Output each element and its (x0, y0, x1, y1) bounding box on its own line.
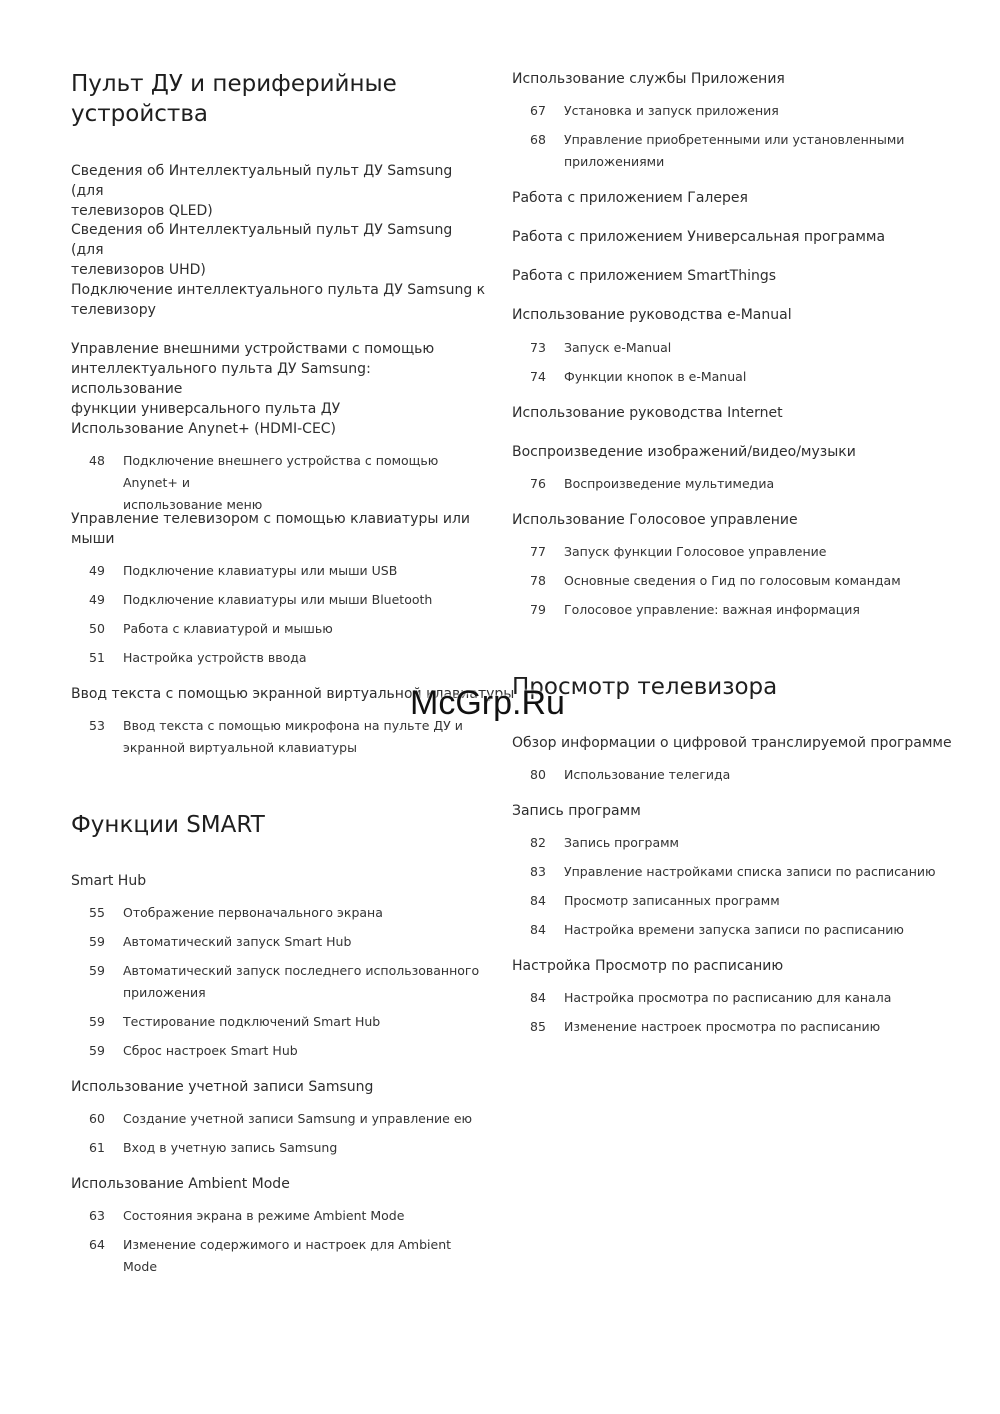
page-number: 84 (530, 893, 546, 908)
toc-entry-line: Сведения об Интеллектуальный пульт ДУ Samsung (для (71, 222, 453, 258)
page-number: 74 (530, 369, 546, 384)
toc-subentry-text: Изменение содержимого и настроек для Ambient Mode (123, 1237, 452, 1274)
toc-subentry-text: Настройка устройств ввода (123, 650, 307, 665)
toc-entry-universal-guide[interactable]: Работа с приложением Универсальная программа (512, 229, 886, 245)
toc-subentry-text: Управление настройками списка записи по расписанию (564, 864, 936, 879)
toc-entry-ambient-mode[interactable]: Использование Ambient Mode (71, 1176, 290, 1192)
page-number: 84 (530, 922, 546, 937)
toc-subentry[interactable] (71, 618, 486, 640)
toc-entry-samsung-remote-uhd[interactable] (71, 220, 486, 280)
toc-subentry-text: Тестирование подключений Smart Hub (123, 1014, 381, 1029)
toc-subentry[interactable] (512, 541, 952, 563)
toc-subentry-text: Настройка времени запуска записи по расписанию (564, 922, 904, 937)
toc-entry-line: телевизоров QLED) (71, 203, 213, 219)
toc-subentry-text: Автоматический запуск последнего использованного (123, 963, 480, 978)
page-number: 80 (530, 767, 546, 782)
toc-subentry-text: Голосовое управление: важная информация (564, 602, 860, 617)
page-number: 49 (89, 563, 105, 578)
toc-subentry-text: Подключение клавиатуры или мыши USB (123, 563, 398, 578)
page-number: 55 (89, 905, 105, 920)
toc-subentry[interactable] (71, 1137, 486, 1159)
page-number: 59 (89, 934, 105, 949)
toc-subentry[interactable] (71, 1108, 486, 1130)
toc-subentry[interactable] (512, 570, 952, 592)
page-number: 85 (530, 1019, 546, 1034)
toc-entry-scheduled-viewing[interactable]: Настройка Просмотр по расписанию (512, 958, 784, 974)
toc-entry-internet[interactable]: Использование руководства Internet (512, 405, 783, 421)
watermark-text: McGrp.Ru (410, 684, 565, 722)
toc-subentry-text: Воспроизведение мультимедиа (564, 476, 775, 491)
toc-entry-line: функции универсального пульта ДУ (71, 401, 341, 417)
toc-subentry[interactable] (71, 589, 486, 611)
toc-entry-line: телевизоров UHD) (71, 262, 206, 278)
page-number: 79 (530, 602, 546, 617)
toc-entry-gallery[interactable]: Работа с приложением Галерея (512, 190, 748, 206)
toc-entry-keyboard[interactable] (71, 509, 470, 549)
section-title-smart: Функции SMART (71, 812, 265, 838)
section-title-tv-viewing: Просмотр телевизора (512, 674, 778, 700)
page-number: 60 (89, 1111, 105, 1126)
page-number: 50 (89, 621, 105, 636)
toc-subentry-text: приложения (123, 985, 206, 1000)
toc-subentry[interactable] (512, 919, 952, 941)
toc-subentry-text: Использование телегида (564, 767, 731, 782)
page-number: 51 (89, 650, 105, 665)
toc-subentry-text: Просмотр записанных программ (564, 893, 780, 908)
toc-subentry[interactable] (512, 861, 952, 883)
toc-subentry[interactable] (71, 450, 486, 516)
toc-entry-samsung-account[interactable]: Использование учетной записи Samsung (71, 1079, 374, 1095)
page-number: 83 (530, 864, 546, 879)
toc-entry-anynet[interactable]: Использование Anynet+ (HDMI-CEC) (71, 421, 337, 437)
toc-entry-apps[interactable]: Использование службы Приложения (512, 71, 785, 87)
toc-subentry-text: Работа с клавиатурой и мышью (123, 621, 333, 636)
toc-entry-line: интеллектуального пульта ДУ Samsung: использование (71, 361, 371, 397)
toc-subentry[interactable] (512, 890, 952, 912)
toc-entry-program-info[interactable]: Обзор информации о цифровой транслируемой программе (512, 735, 952, 751)
toc-subentry[interactable] (71, 560, 486, 582)
toc-subentry-text: Управление приобретенными или установленными (564, 132, 905, 147)
page-number: 73 (530, 340, 546, 355)
page-number: 84 (530, 990, 546, 1005)
toc-subentry[interactable] (71, 902, 486, 924)
page-number: 59 (89, 963, 105, 978)
toc-subentry[interactable] (512, 764, 952, 786)
toc-entry-recording[interactable]: Запись программ (512, 803, 641, 819)
toc-subentry-text: использование меню (123, 497, 263, 512)
toc-subentry-text: Отображение первоначального экрана (123, 905, 383, 920)
toc-entry-line: Управление телевизором с помощью клавиатуры или (71, 511, 470, 527)
page-number: 78 (530, 573, 546, 588)
toc-subentry[interactable] (512, 366, 952, 388)
toc-subentry-text: Автоматический запуск Smart Hub (123, 934, 352, 949)
toc-subentry[interactable] (512, 832, 952, 854)
toc-subentry-text: Создание учетной записи Samsung и управление ею (123, 1111, 473, 1126)
toc-entry-samsung-remote-qled[interactable] (71, 161, 486, 221)
toc-entry-smartthings[interactable]: Работа с приложением SmartThings (512, 268, 777, 284)
toc-subentry-text: Запуск функции Голосовое управление (564, 544, 827, 559)
toc-entry-emanual[interactable]: Использование руководства e-Manual (512, 307, 792, 323)
section-title-line: Пульт ДУ и периферийные (71, 71, 397, 97)
toc-subentry-text: Функции кнопок в e-Manual (564, 369, 747, 384)
toc-entry-media[interactable]: Воспроизведение изображений/видео/музыки (512, 444, 856, 460)
section-title-remote (71, 69, 397, 129)
toc-entry-line: Управление внешними устройствами с помощью (71, 341, 435, 357)
toc-subentry[interactable] (512, 1016, 952, 1038)
toc-subentry-text: Сброс настроек Smart Hub (123, 1043, 298, 1058)
toc-subentry[interactable] (71, 1205, 486, 1227)
toc-subentry[interactable] (512, 129, 952, 173)
toc-subentry-text: Запись программ (564, 835, 679, 850)
toc-entry-connect-remote[interactable] (71, 280, 485, 320)
page-number: 49 (89, 592, 105, 607)
toc-entry-line: телевизору (71, 302, 156, 318)
toc-subentry[interactable] (71, 1011, 486, 1033)
toc-subentry-text: Вход в учетную запись Samsung (123, 1140, 338, 1155)
page-number: 59 (89, 1043, 105, 1058)
toc-subentry[interactable] (71, 960, 486, 1004)
toc-entry-external-devices[interactable] (71, 339, 486, 419)
toc-subentry[interactable] (512, 337, 952, 359)
toc-subentry-text: Основные сведения о Гид по голосовым командам (564, 573, 901, 588)
page-number: 53 (89, 718, 105, 733)
toc-entry-virtual-keyboard[interactable]: Ввод текста с помощью экранной виртуальной клавиатуры (71, 686, 515, 702)
toc-entry-line: Сведения об Интеллектуальный пульт ДУ Samsung (для (71, 163, 453, 199)
toc-entry-voice-control[interactable]: Использование Голосовое управление (512, 512, 798, 528)
toc-subentry-text: экранной виртуальной клавиатуры (123, 740, 357, 755)
toc-subentry-text: Изменение настроек просмотра по расписанию (564, 1019, 881, 1034)
toc-entry-smarthub[interactable]: Smart Hub (71, 873, 147, 889)
toc-subentry[interactable] (71, 647, 486, 669)
page-number: 63 (89, 1208, 105, 1223)
toc-subentry[interactable] (512, 987, 952, 1009)
toc-subentry-text: Ввод текста с помощью микрофона на пульте ДУ и (123, 718, 463, 733)
page-number: 82 (530, 835, 546, 850)
toc-subentry-text: Настройка просмотра по расписанию для канала (564, 990, 892, 1005)
section-title-line: устройства (71, 101, 208, 127)
page-number: 59 (89, 1014, 105, 1029)
page-number: 77 (530, 544, 546, 559)
toc-subentry[interactable] (512, 599, 952, 621)
page-number: 76 (530, 476, 546, 491)
page-number: 68 (530, 132, 546, 147)
toc-subentry[interactable] (71, 1234, 486, 1278)
toc-entry-line: Подключение интеллектуального пульта ДУ Samsung к (71, 282, 486, 298)
toc-subentry-text: Запуск e-Manual (564, 340, 672, 355)
toc-entry-line: мыши (71, 531, 115, 547)
toc-subentry[interactable] (512, 100, 952, 122)
toc-subentry-text: Состояния экрана в режиме Ambient Mode (123, 1208, 405, 1223)
toc-subentry-text: Подключение внешнего устройства с помощью Anynet+ и (123, 453, 439, 490)
toc-subentry[interactable] (71, 931, 486, 953)
page-number: 48 (89, 453, 105, 468)
toc-subentry[interactable] (71, 1040, 486, 1062)
page-number: 64 (89, 1237, 105, 1252)
toc-subentry-text: Подключение клавиатуры или мыши Bluetooth (123, 592, 433, 607)
toc-subentry-text: приложениями (564, 154, 665, 169)
toc-subentry[interactable] (512, 473, 952, 495)
toc-subentry-text: Установка и запуск приложения (564, 103, 779, 118)
page-number: 61 (89, 1140, 105, 1155)
page-number: 67 (530, 103, 546, 118)
